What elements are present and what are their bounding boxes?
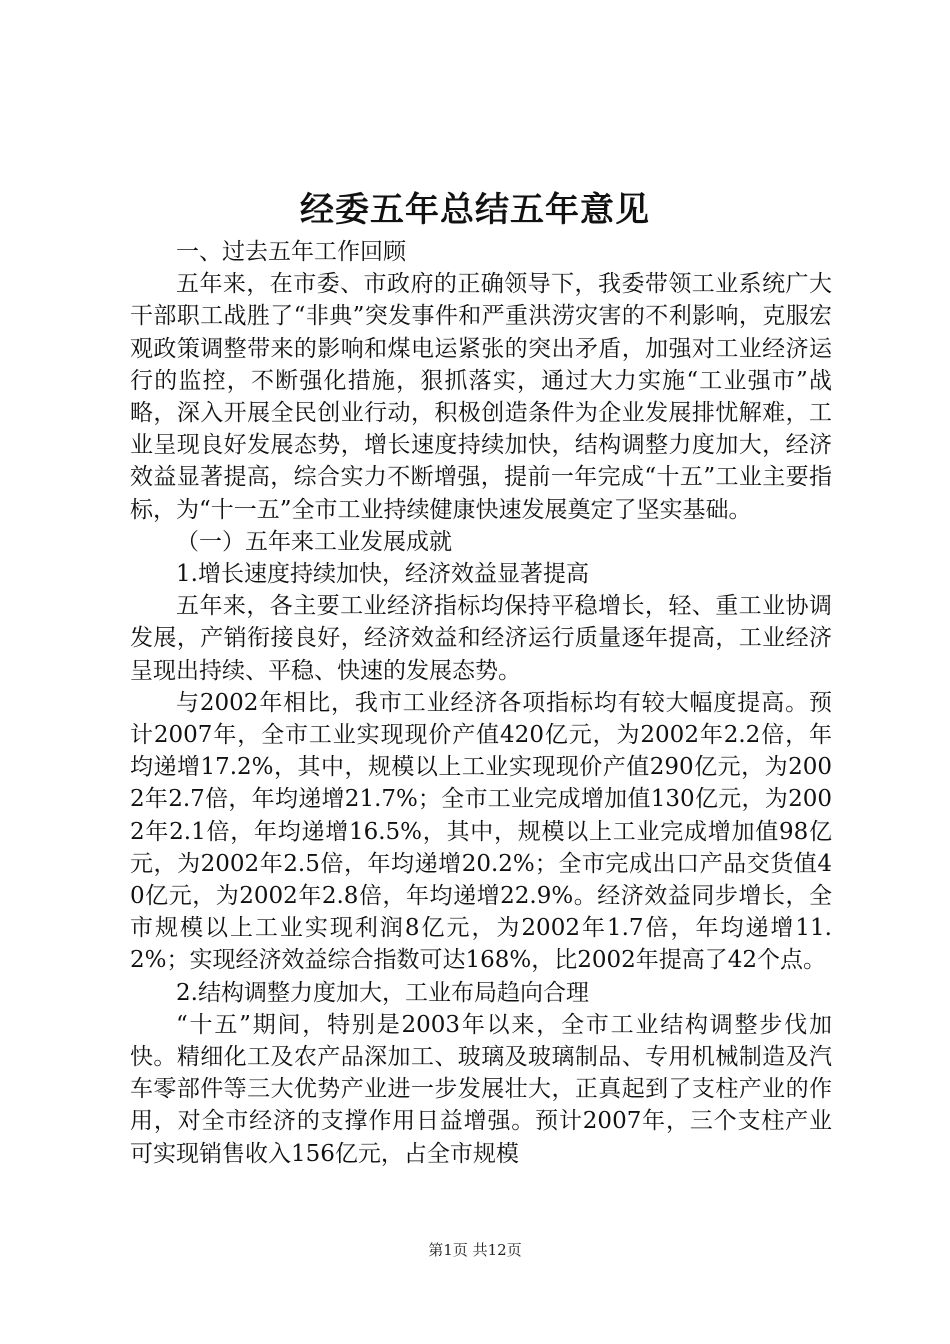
section-heading: 一、过去五年工作回顾 — [176, 239, 406, 265]
document-title: 经委五年总结五年意见 — [300, 190, 650, 230]
item-heading: 2.结构调整力度加大，工业布局趋向合理 — [176, 979, 589, 1006]
subsection-heading: （一）五年来工业发展成就 — [176, 528, 452, 555]
paragraph: “十五”期间，特别是2003年以来，全市工业结构调整步伐加快。精细化工及农产品深加工、玻璃及玻璃制品、专用机械制造及汽车零部件等三大优势产业进一步发展壮大，正真起到了支柱产业的作用，对全市经济的支撑作用日益增强。预计2007年，三个支柱产业可实现销售收入156亿元，占全市规模 — [130, 1011, 832, 1167]
paragraph: 与2002年相比，我市工业经济各项指标均有较大幅度提高。预计2007年，全市工业实现现价产值420亿元，为2002年2.2倍，年均递增17.2%，其中，规模以上工业实现现价产值290亿元，为2002年2.7倍，年均递增21.7%；全市工业完成增加值130亿元，为2002年2.1倍，年均递增16.5%，其中，规模以上工业完成增加值98亿元，为2002年2.5倍，年均递增20.2%；全市完成出口产品交货值40亿元，为2002年2.8倍，年均递增22.9%。经济效益同步增长，全市规模以上工业实现利润8亿元，为2002年1.7倍，年均递增11.2%；实现经济效益综合指数可达168%，比2002年提高了42个点。 — [130, 689, 832, 974]
item-heading: 1.增长速度持续加快，经济效益显著提高 — [176, 561, 589, 588]
document-body — [130, 236, 832, 1170]
paragraph: 五年来，各主要工业经济指标均保持平稳增长，轻、重工业协调发展，产销衔接良好，经济效益和经济运行质量逐年提高，工业经济呈现出持续、平稳、快速的发展态势。 — [130, 593, 832, 684]
paragraph: 五年来，在市委、市政府的正确领导下，我委带领工业系统广大干部职工战胜了“非典”突发事件和严重洪涝灾害的不利影响，克服宏观政策调整带来的影响和煤电运紧张的突出矛盾，加强对工业经济运行的监控，不断强化措施，狠抓落实，通过大力实施“工业强市”战略，深入开展全民创业行动，积极创造条件为企业发展排忧解难，工业呈现良好发展态势，增长速度持续加快，结构调整力度加大，经济效益显著提高，综合实力不断增强，提前一年完成“十五”工业主要指标，为“十一五”全市工业持续健康快速发展奠定了坚实基础。 — [130, 271, 832, 523]
page-footer: 第1页 共12页 — [428, 1241, 522, 1259]
